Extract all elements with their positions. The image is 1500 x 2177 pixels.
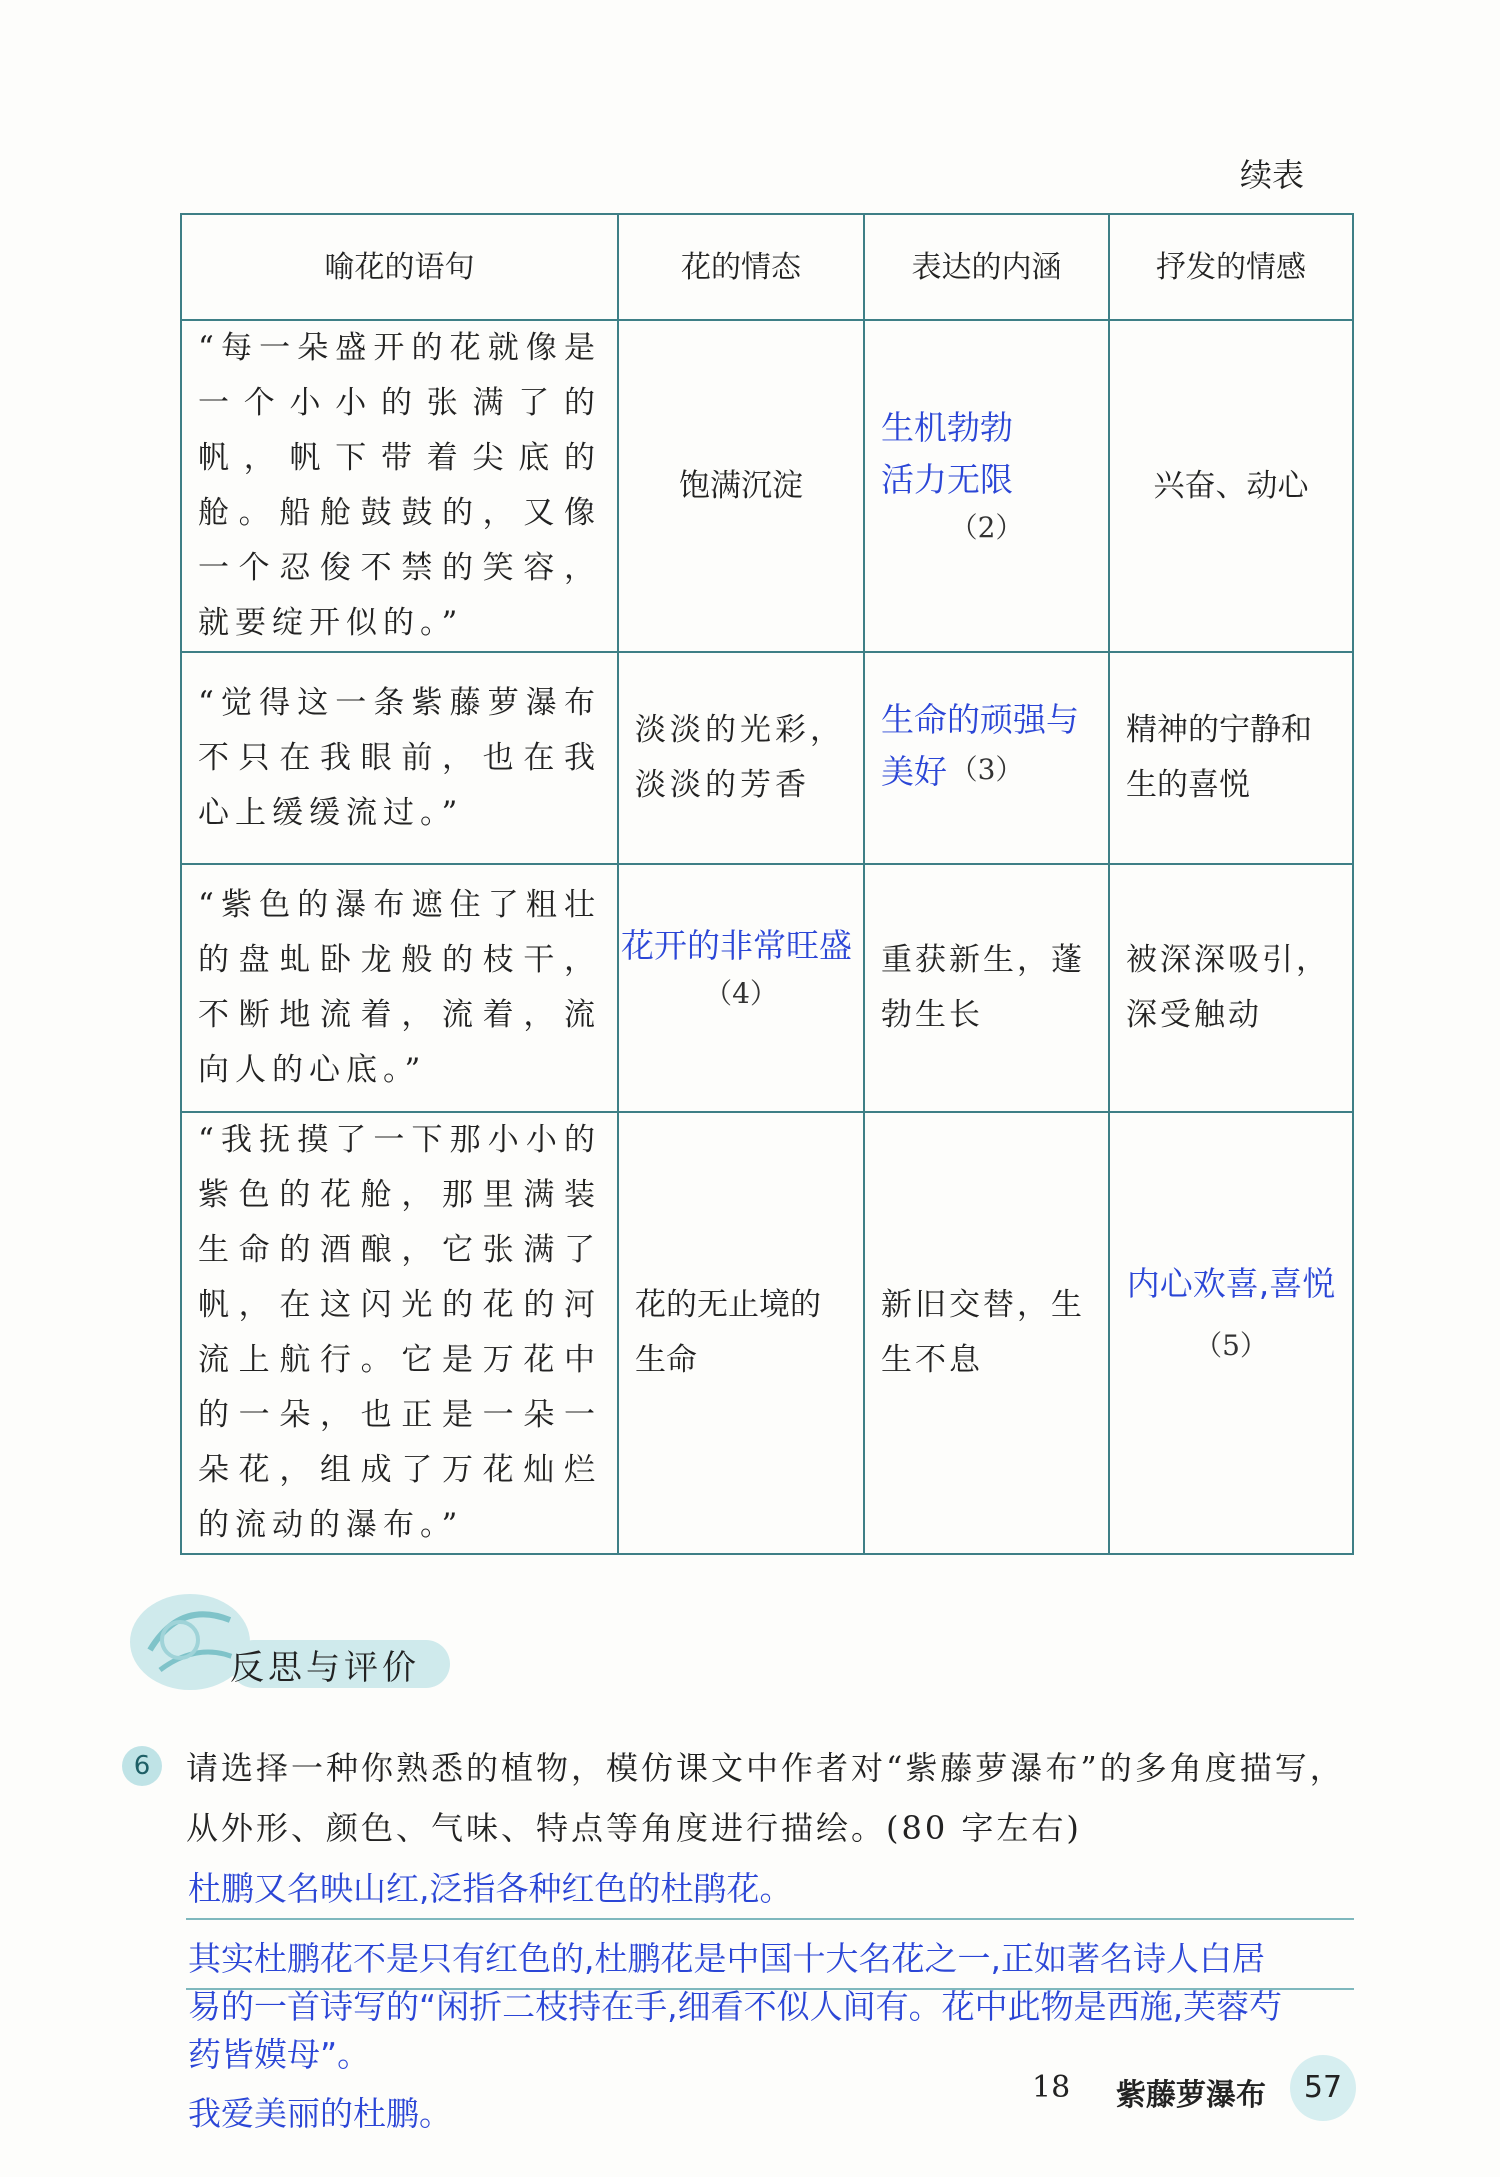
- header-meaning: 表达的内涵: [864, 214, 1109, 320]
- analysis-table: [180, 213, 1354, 1555]
- handwritten-answer: 生机勃勃活力无限: [881, 408, 1013, 499]
- answer-line: 药皆嫫母”。: [188, 2035, 371, 2074]
- quote-cell: “我抚摸了一下那小小的紫色的花舱，那里满装生命的酒酿，它张满了帆，在这闪光的花的河流上航行。它是万花中的一朵，也正是一朵一朵花，组成了万花灿烂的流动的瀑布。”: [181, 1112, 618, 1554]
- table-row: [181, 1112, 1353, 1554]
- question-number-badge: 6: [122, 1746, 162, 1786]
- handwritten-answer: 生命的顽强与美好: [881, 700, 1079, 791]
- answer-line: 易的一首诗写的“闲折二枝持在手,细看不似人间有。花中此物是西施,芙蓉芍: [188, 1987, 1283, 2026]
- state-cell: 淡淡的光彩，淡淡的芳香: [618, 652, 864, 864]
- table-row: [181, 864, 1353, 1112]
- quote-cell: “紫色的瀑布遮住了粗壮的盘虬卧龙般的枝干，不断地流着，流着，流向人的心底。”: [181, 864, 618, 1112]
- meaning-cell: 重获新生，蓬勃生长: [864, 864, 1109, 1112]
- blank-number: （3）: [949, 753, 1024, 786]
- emotion-cell: 被深深吸引，深受触动: [1109, 864, 1353, 1112]
- quote-cell: “觉得这一条紫藤萝瀑布不只在我眼前，也在我心上缓缓流过。”: [181, 652, 618, 864]
- state-cell: 饱满沉淀: [618, 320, 864, 652]
- state-cell: [618, 864, 864, 1112]
- header-emotion: 抒发的情感: [1109, 214, 1353, 320]
- header-simile-sentence: 喻花的语句: [181, 214, 618, 320]
- meaning-cell: 新旧交替，生生不息: [864, 1112, 1109, 1554]
- page-number: 57: [1290, 2055, 1356, 2121]
- handwritten-answer: 花开的非常旺盛: [621, 926, 852, 965]
- emotion-cell: 兴奋、动心: [1109, 320, 1353, 652]
- answer-rule: [186, 1918, 1354, 1920]
- meaning-cell: [864, 320, 1109, 652]
- emotion-cell: 精神的宁静和生的喜悦: [1109, 652, 1353, 864]
- section-title: 反思与评价: [230, 1648, 420, 1688]
- lesson-number: 18: [1032, 2070, 1071, 2105]
- state-cell: 花的无止境的生命: [618, 1112, 864, 1554]
- question-text: 请选择一种你熟悉的植物，模仿课文中作者对“紫藤萝瀑布”的多角度描写，从外形、颜色、气味、特点等角度进行描绘。(80 字左右): [186, 1749, 1345, 1847]
- blank-number: （4）: [704, 977, 778, 1010]
- emotion-cell: [1109, 1112, 1353, 1554]
- table-row: [181, 652, 1353, 864]
- table-row: [181, 320, 1353, 652]
- answer-line: 其实杜鹏花不是只有红色的,杜鹏花是中国十大名花之一,正如著名诗人白居: [188, 1939, 1265, 1978]
- answer-line: 杜鹏又名映山红,泛指各种红色的杜鹃花。: [188, 1869, 793, 1908]
- quote-cell: “每一朵盛开的花就像是一个小小的张满了的帆，帆下带着尖底的舱。船舱鼓鼓的，又像一个忍俊不禁的笑容，就要绽开似的。”: [181, 320, 618, 652]
- table-header-row: [181, 214, 1353, 320]
- answer-line: 我爱美丽的杜鹏。: [188, 2094, 452, 2133]
- meaning-cell: [864, 652, 1109, 864]
- blank-number: （2）: [949, 511, 1024, 544]
- handwritten-answer: 内心欢喜,喜悦: [1126, 1264, 1336, 1303]
- header-flower-state: 花的情态: [618, 214, 864, 320]
- lesson-title: 紫藤萝瀑布: [1116, 2078, 1266, 2113]
- blank-number: （5）: [1194, 1329, 1268, 1362]
- continued-label: 续表: [1240, 156, 1305, 194]
